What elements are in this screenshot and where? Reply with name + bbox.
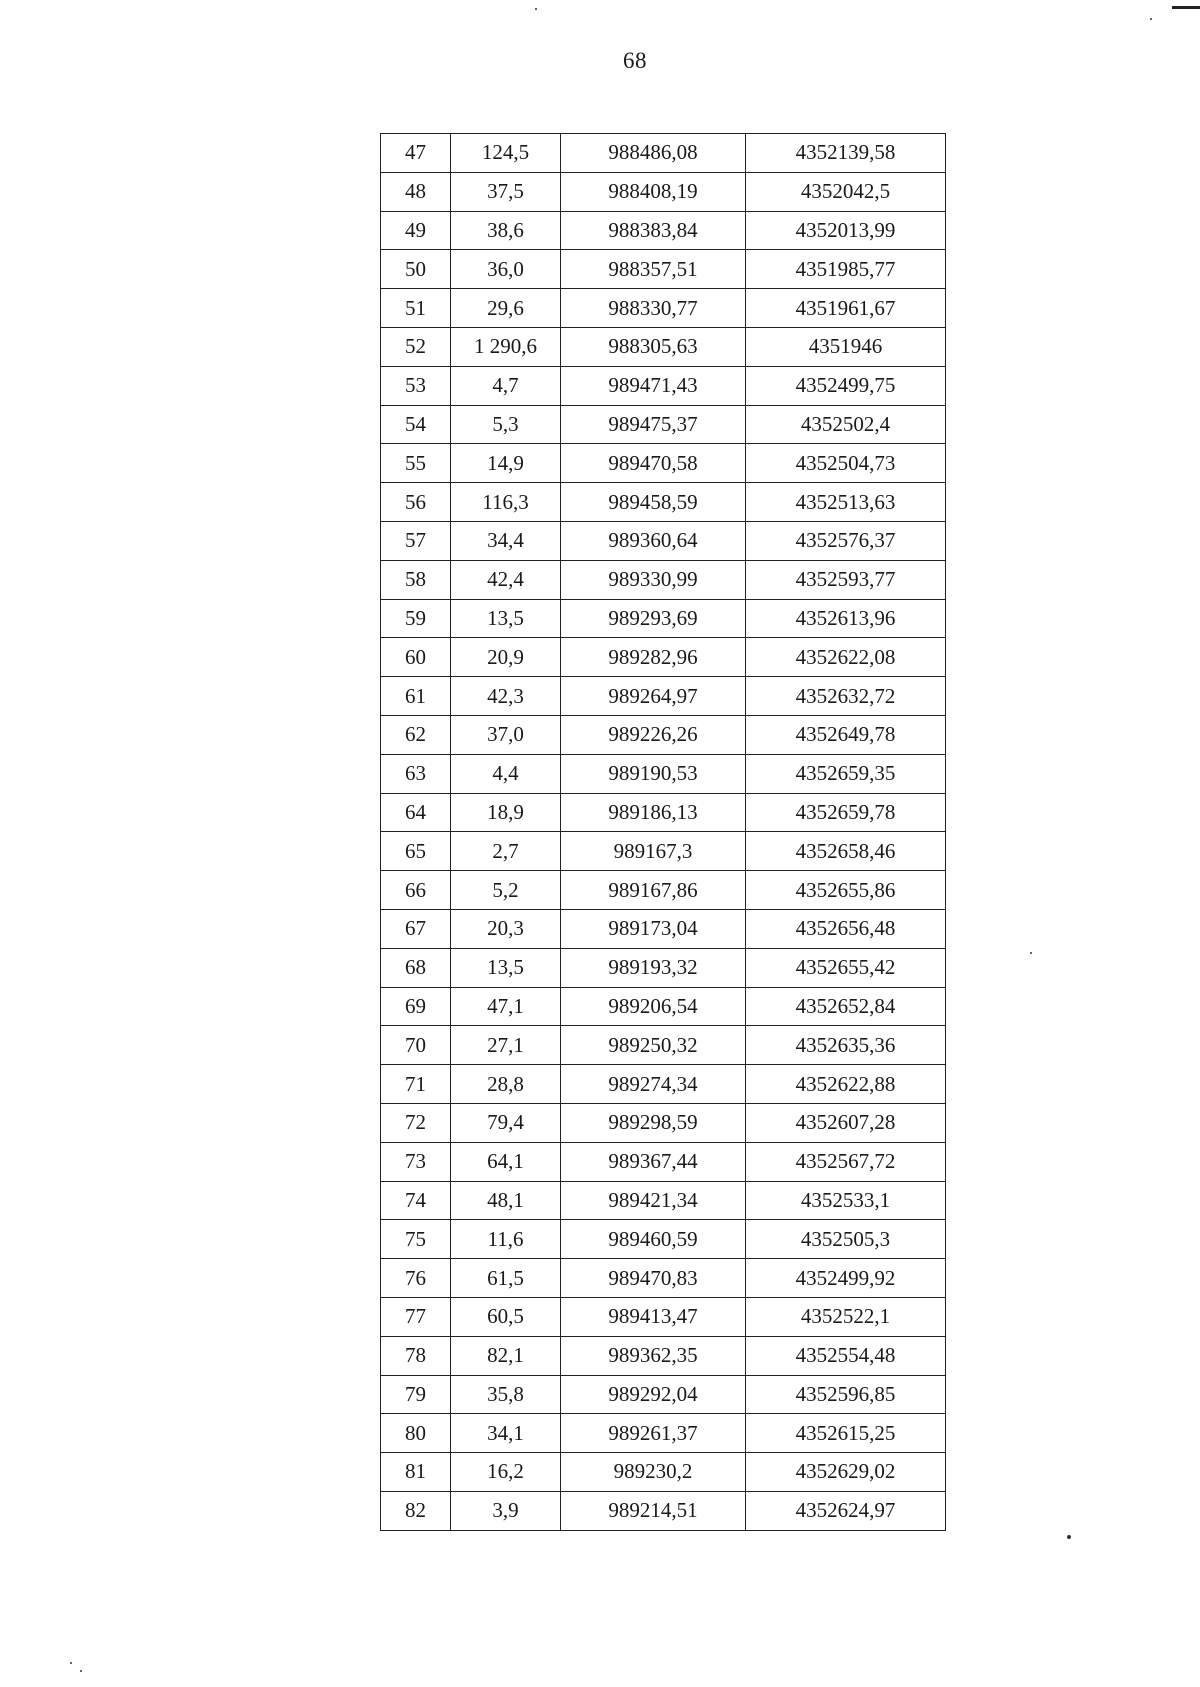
coordinate-y-cell: 4352635,36	[746, 1026, 946, 1065]
point-number-cell: 49	[381, 211, 451, 250]
segment-length-cell: 14,9	[451, 444, 561, 483]
segment-length-cell: 4,4	[451, 754, 561, 793]
table-row	[381, 211, 946, 250]
segment-length-cell: 3,9	[451, 1491, 561, 1530]
point-number-cell: 70	[381, 1026, 451, 1065]
point-number-cell: 67	[381, 909, 451, 948]
coordinate-x-cell: 989471,43	[561, 366, 746, 405]
coordinate-x-cell: 989470,83	[561, 1259, 746, 1298]
table-row	[381, 1336, 946, 1375]
table-row	[381, 521, 946, 560]
coordinate-y-cell: 4352622,88	[746, 1065, 946, 1104]
table-row	[381, 638, 946, 677]
point-number-cell: 51	[381, 289, 451, 328]
segment-length-cell: 64,1	[451, 1142, 561, 1181]
point-number-cell: 66	[381, 871, 451, 910]
point-number-cell: 65	[381, 832, 451, 871]
table-row	[381, 1375, 946, 1414]
coordinate-x-cell: 989214,51	[561, 1491, 746, 1530]
coordinate-y-cell: 4352013,99	[746, 211, 946, 250]
coordinate-y-cell: 4352607,28	[746, 1103, 946, 1142]
table-row	[381, 832, 946, 871]
point-number-cell: 77	[381, 1297, 451, 1336]
segment-length-cell: 36,0	[451, 250, 561, 289]
scan-edge-mark	[1172, 6, 1200, 9]
segment-length-cell: 34,1	[451, 1414, 561, 1453]
table-row	[381, 1065, 946, 1104]
coordinate-y-cell: 4352533,1	[746, 1181, 946, 1220]
coordinate-x-cell: 989475,37	[561, 405, 746, 444]
table-row	[381, 754, 946, 793]
segment-length-cell: 60,5	[451, 1297, 561, 1336]
point-number-cell: 72	[381, 1103, 451, 1142]
coordinate-y-cell: 4352658,46	[746, 832, 946, 871]
scan-speck	[70, 1662, 72, 1664]
coordinate-y-cell: 4352576,37	[746, 521, 946, 560]
table-row	[381, 560, 946, 599]
coordinate-x-cell: 989226,26	[561, 715, 746, 754]
coordinate-x-cell: 988330,77	[561, 289, 746, 328]
coordinate-y-cell: 4352042,5	[746, 172, 946, 211]
point-number-cell: 54	[381, 405, 451, 444]
point-number-cell: 53	[381, 366, 451, 405]
coordinate-y-cell: 4352613,96	[746, 599, 946, 638]
table-row	[381, 1181, 946, 1220]
point-number-cell: 55	[381, 444, 451, 483]
coordinate-x-cell: 989274,34	[561, 1065, 746, 1104]
coordinates-table-body	[381, 134, 946, 1531]
point-number-cell: 62	[381, 715, 451, 754]
point-number-cell: 76	[381, 1259, 451, 1298]
coordinate-y-cell: 4351961,67	[746, 289, 946, 328]
point-number-cell: 82	[381, 1491, 451, 1530]
point-number-cell: 52	[381, 327, 451, 366]
coordinate-y-cell: 4351946	[746, 327, 946, 366]
point-number-cell: 50	[381, 250, 451, 289]
coordinate-y-cell: 4352504,73	[746, 444, 946, 483]
segment-length-cell: 37,5	[451, 172, 561, 211]
coordinate-x-cell: 989193,32	[561, 948, 746, 987]
segment-length-cell: 5,2	[451, 871, 561, 910]
coordinate-x-cell: 989173,04	[561, 909, 746, 948]
coordinate-y-cell: 4352656,48	[746, 909, 946, 948]
coordinate-x-cell: 988408,19	[561, 172, 746, 211]
coordinate-x-cell: 988305,63	[561, 327, 746, 366]
table-row	[381, 677, 946, 716]
coordinate-x-cell: 989421,34	[561, 1181, 746, 1220]
coordinate-y-cell: 4352513,63	[746, 483, 946, 522]
coordinate-y-cell: 4352624,97	[746, 1491, 946, 1530]
segment-length-cell: 20,3	[451, 909, 561, 948]
coordinate-x-cell: 989458,59	[561, 483, 746, 522]
coordinate-x-cell: 989230,2	[561, 1453, 746, 1492]
coordinate-y-cell: 4352655,86	[746, 871, 946, 910]
coordinate-y-cell: 4352632,72	[746, 677, 946, 716]
coordinate-x-cell: 989282,96	[561, 638, 746, 677]
point-number-cell: 63	[381, 754, 451, 793]
coordinate-x-cell: 989413,47	[561, 1297, 746, 1336]
coordinate-x-cell: 989206,54	[561, 987, 746, 1026]
coordinate-x-cell: 989190,53	[561, 754, 746, 793]
table-row	[381, 327, 946, 366]
coordinate-y-cell: 4352499,92	[746, 1259, 946, 1298]
segment-length-cell: 42,4	[451, 560, 561, 599]
page-number: 68	[623, 48, 647, 73]
table-row	[381, 715, 946, 754]
coordinate-y-cell: 4352502,4	[746, 405, 946, 444]
segment-length-cell: 124,5	[451, 134, 561, 173]
coordinate-y-cell: 4352522,1	[746, 1297, 946, 1336]
segment-length-cell: 38,6	[451, 211, 561, 250]
segment-length-cell: 27,1	[451, 1026, 561, 1065]
coordinates-table	[380, 133, 946, 1531]
coordinate-x-cell: 989298,59	[561, 1103, 746, 1142]
point-number-cell: 73	[381, 1142, 451, 1181]
coordinate-y-cell: 4352505,3	[746, 1220, 946, 1259]
segment-length-cell: 16,2	[451, 1453, 561, 1492]
coordinate-y-cell: 4352596,85	[746, 1375, 946, 1414]
table-row	[381, 366, 946, 405]
table-row	[381, 987, 946, 1026]
table-row	[381, 1297, 946, 1336]
scan-speck	[1067, 1535, 1071, 1539]
coordinate-x-cell: 989167,3	[561, 832, 746, 871]
coordinate-y-cell: 4352629,02	[746, 1453, 946, 1492]
segment-length-cell: 48,1	[451, 1181, 561, 1220]
point-number-cell: 75	[381, 1220, 451, 1259]
point-number-cell: 69	[381, 987, 451, 1026]
coordinate-x-cell: 989261,37	[561, 1414, 746, 1453]
segment-length-cell: 116,3	[451, 483, 561, 522]
segment-length-cell: 1 290,6	[451, 327, 561, 366]
coordinate-x-cell: 989470,58	[561, 444, 746, 483]
point-number-cell: 58	[381, 560, 451, 599]
coordinate-x-cell: 989250,32	[561, 1026, 746, 1065]
scan-speck	[535, 8, 537, 10]
segment-length-cell: 61,5	[451, 1259, 561, 1298]
segment-length-cell: 13,5	[451, 599, 561, 638]
table-row	[381, 599, 946, 638]
coordinate-x-cell: 989293,69	[561, 599, 746, 638]
coordinate-y-cell: 4352567,72	[746, 1142, 946, 1181]
segment-length-cell: 5,3	[451, 405, 561, 444]
segment-length-cell: 42,3	[451, 677, 561, 716]
table-row	[381, 909, 946, 948]
table-row	[381, 444, 946, 483]
table-row	[381, 172, 946, 211]
segment-length-cell: 37,0	[451, 715, 561, 754]
segment-length-cell: 47,1	[451, 987, 561, 1026]
table-row	[381, 1103, 946, 1142]
point-number-cell: 74	[381, 1181, 451, 1220]
coordinate-x-cell: 989264,97	[561, 677, 746, 716]
coordinate-x-cell: 989460,59	[561, 1220, 746, 1259]
point-number-cell: 59	[381, 599, 451, 638]
point-number-cell: 60	[381, 638, 451, 677]
coordinate-y-cell: 4352593,77	[746, 560, 946, 599]
table-row	[381, 405, 946, 444]
segment-length-cell: 20,9	[451, 638, 561, 677]
table-row	[381, 250, 946, 289]
segment-length-cell: 34,4	[451, 521, 561, 560]
coordinate-x-cell: 989167,86	[561, 871, 746, 910]
table-row	[381, 1414, 946, 1453]
point-number-cell: 61	[381, 677, 451, 716]
segment-length-cell: 4,7	[451, 366, 561, 405]
scan-speck	[80, 1670, 82, 1672]
segment-length-cell: 28,8	[451, 1065, 561, 1104]
coordinate-x-cell: 989367,44	[561, 1142, 746, 1181]
coordinate-y-cell: 4352554,48	[746, 1336, 946, 1375]
coordinate-y-cell: 4352499,75	[746, 366, 946, 405]
coordinate-y-cell: 4351985,77	[746, 250, 946, 289]
point-number-cell: 79	[381, 1375, 451, 1414]
point-number-cell: 64	[381, 793, 451, 832]
table-row	[381, 1142, 946, 1181]
segment-length-cell: 2,7	[451, 832, 561, 871]
coordinate-x-cell: 988357,51	[561, 250, 746, 289]
table-row	[381, 1491, 946, 1530]
table-row	[381, 1026, 946, 1065]
table-row	[381, 1453, 946, 1492]
coordinate-x-cell: 988486,08	[561, 134, 746, 173]
coordinate-y-cell: 4352615,25	[746, 1414, 946, 1453]
segment-length-cell: 18,9	[451, 793, 561, 832]
segment-length-cell: 79,4	[451, 1103, 561, 1142]
point-number-cell: 56	[381, 483, 451, 522]
coordinate-x-cell: 989186,13	[561, 793, 746, 832]
coordinate-y-cell: 4352139,58	[746, 134, 946, 173]
table-row	[381, 948, 946, 987]
point-number-cell: 68	[381, 948, 451, 987]
point-number-cell: 71	[381, 1065, 451, 1104]
segment-length-cell: 29,6	[451, 289, 561, 328]
point-number-cell: 57	[381, 521, 451, 560]
segment-length-cell: 11,6	[451, 1220, 561, 1259]
point-number-cell: 48	[381, 172, 451, 211]
coordinate-x-cell: 989360,64	[561, 521, 746, 560]
scan-speck	[1030, 952, 1032, 954]
point-number-cell: 81	[381, 1453, 451, 1492]
table-row	[381, 871, 946, 910]
coordinate-x-cell: 988383,84	[561, 211, 746, 250]
coordinate-x-cell: 989362,35	[561, 1336, 746, 1375]
point-number-cell: 78	[381, 1336, 451, 1375]
table-row	[381, 1259, 946, 1298]
coordinate-y-cell: 4352659,78	[746, 793, 946, 832]
coordinate-x-cell: 989330,99	[561, 560, 746, 599]
coordinate-y-cell: 4352652,84	[746, 987, 946, 1026]
coordinate-y-cell: 4352649,78	[746, 715, 946, 754]
table-row	[381, 1220, 946, 1259]
coordinate-y-cell: 4352655,42	[746, 948, 946, 987]
point-number-cell: 80	[381, 1414, 451, 1453]
scan-speck	[1150, 18, 1152, 20]
segment-length-cell: 82,1	[451, 1336, 561, 1375]
point-number-cell: 47	[381, 134, 451, 173]
table-row	[381, 134, 946, 173]
table-row	[381, 483, 946, 522]
coordinate-x-cell: 989292,04	[561, 1375, 746, 1414]
table-row	[381, 289, 946, 328]
segment-length-cell: 13,5	[451, 948, 561, 987]
coordinate-y-cell: 4352659,35	[746, 754, 946, 793]
coordinate-y-cell: 4352622,08	[746, 638, 946, 677]
table-row	[381, 793, 946, 832]
segment-length-cell: 35,8	[451, 1375, 561, 1414]
